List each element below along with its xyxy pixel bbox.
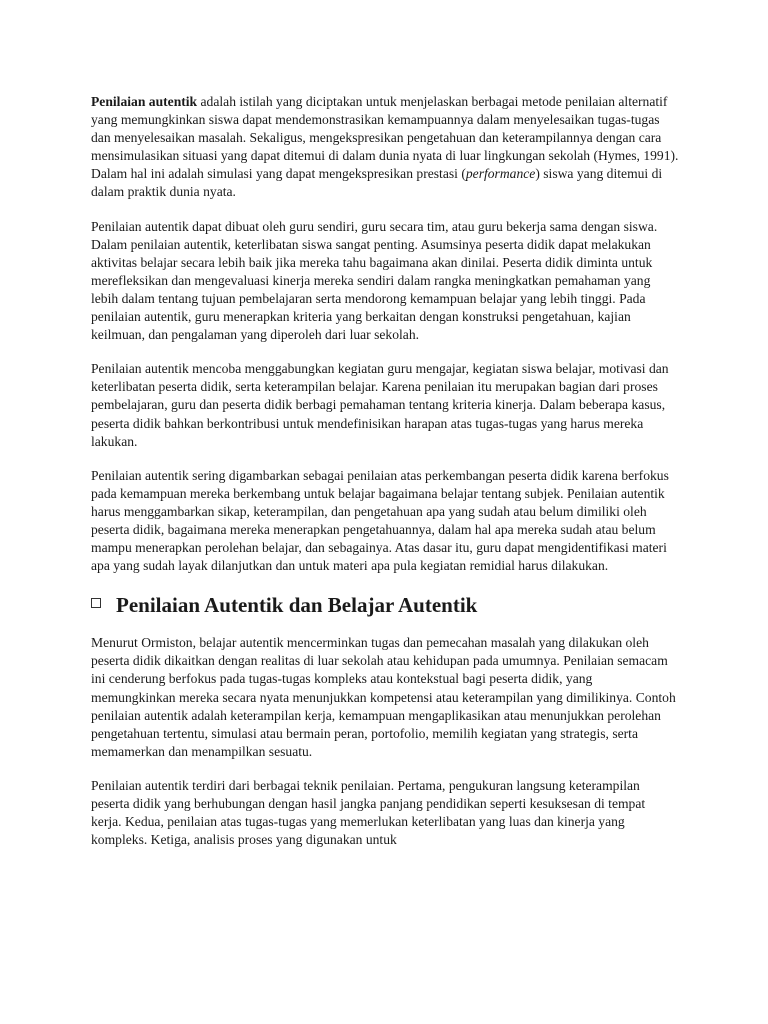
paragraph-4: Penilaian autentik sering digambarkan sebagai penilaian atas perkembangan peserta didik karena berfokus pada kemampuan mereka berkembang untuk belajar bagaimana belajar tentang subjek. Penilaian autentik harus menggambarkan sikap, keterampilan, dan pengetahuan apa yang sudah atau belum dimiliki oleh peserta didik, bagaimana mereka menerapkan pengetahuannya, dalam hal apa mereka sudah atau belum mampu menerapkan perolehan belajar, dan sebagainya. Atas dasar itu, guru dapat mengidentifikasi materi apa yang sudah layak dilanjutkan dan untuk materi apa pula kegiatan remidial harus dilakukan. [91, 467, 669, 574]
italic-term: performance [465, 166, 536, 182]
document-page [91, 93, 679, 865]
paragraph-6: Penilaian autentik terdiri dari berbagai teknik penilaian. Pertama, pengukuran langsung keterampilan peserta didik yang berhubungan dengan hasil jangka panjang pendidikan seperti kesuksesan di tempat kerja. Kedua, penilaian atas tugas-tugas yang memerlukan keterlibatan yang luas dan kinerja yang kompleks. Ketiga, analisis proses yang digunakan untuk [91, 777, 646, 848]
paragraph-text: adalah istilah yang diciptakan untuk menjelaskan berbagai metode penilaian alternatif yang memungkinkan siswa dapat mendemonstrasikan kemampuannya dalam menyelesaikan tugas-tugas dan menyelesaikan masalah. Sekaligus, mengekspresikan pengetahuan dan keterampilannya dengan cara mensimulasikan situasi yang dapat ditemui di dalam dunia nyata di luar lingkungan sekolah (Hymes, 1991). Dalam hal ini adalah simulasi yang dapat mengekspresikan prestasi ( [91, 94, 679, 182]
section-heading-row [91, 593, 679, 618]
term-bold: Penilaian autentik [91, 94, 198, 109]
paragraph-3: Penilaian autentik mencoba menggabungkan kegiatan guru mengajar, kegiatan siswa belajar, motivasi dan keterlibatan peserta didik, serta keterampilan belajar. Karena penilaian itu merupakan bagian dari proses pembelajaran, guru dan peserta didik berbagi pemahaman tentang kriteria kinerja. Dalam beberapa kasus, peserta didik bahkan berkontribusi untuk mendefinisikan harapan atas tugas-tugas yang harus mereka lakukan. [91, 361, 669, 449]
paragraph-2: Penilaian autentik dapat dibuat oleh guru sendiri, guru secara tim, atau guru bekerja sama dengan siswa. Dalam penilaian autentik, keterlibatan siswa sangat penting. Asumsinya peserta didik dapat melakukan aktivitas belajar secara lebih baik jika mereka tahu bagaimana akan dinilai. Peserta didik diminta untuk merefleksikan dan mengevaluasi kinerja mereka sendiri dalam rangka meningkatkan pemahaman yang lebih dalam tentang tujuan pembelajaran serta mendorong kemampuan belajar yang lebih tinggi. Pada penilaian autentik, guru menerapkan kriteria yang berkaitan dengan konstruksi pengetahuan, kajian keilmuan, dan pengalaman yang diperoleh dari luar sekolah. [91, 218, 658, 343]
paragraph-text: ) siswa yang ditemui di dalam praktik dunia nyata. [91, 166, 663, 200]
paragraph-5: Menurut Ormiston, belajar autentik mencerminkan tugas dan pemecahan masalah yang dilakukan oleh peserta didik dikaitkan dengan realitas di luar sekolah atau kehidupan pada umumnya. Penilaian semacam ini cenderung berfokus pada tugas-tugas kompleks atau kontekstual bagi peserta didik, yang memungkinkan mereka secara nyata menunjukkan kompetensi atau keterampilan yang dimilikinya. Contoh penilaian autentik adalah keterampilan kerja, kemampuan mengaplikasikan atau menunjukkan perolehan pengetahuan tertentu, simulasi atau bermain peran, portofolio, memilih kegiatan yang strategis, serta memamerkan dan menampilkan sesuatu. [91, 635, 676, 759]
checkbox-bullet-icon [91, 598, 101, 608]
paragraph-intro [91, 93, 679, 202]
section-heading: Penilaian Autentik dan Belajar Autentik [116, 593, 478, 618]
